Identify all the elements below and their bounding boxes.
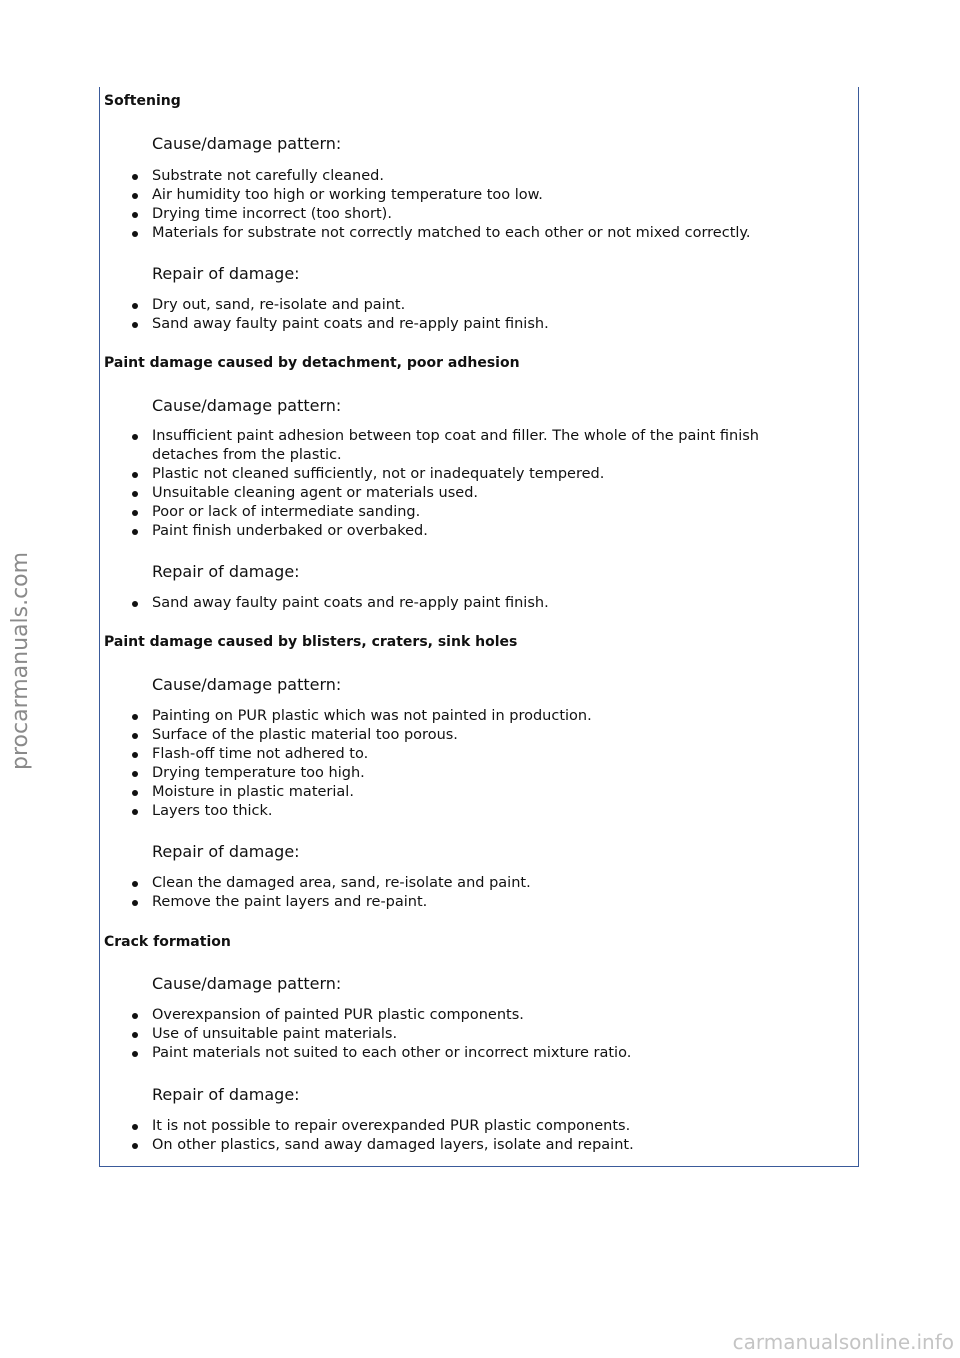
list-item: Materials for substrate not correctly matched to each other or not mixed correctly.: [104, 224, 812, 243]
bullet-icon: [132, 771, 138, 777]
bullet-icon: [132, 733, 138, 739]
document-content: [104, 92, 844, 1155]
cause-heading: Cause/damage pattern:: [152, 134, 342, 153]
list-item: Flash-off time not adhered to.: [104, 745, 812, 764]
bullet-icon: [132, 510, 138, 516]
list-item: Use of unsuitable paint materials.: [104, 1025, 812, 1044]
list-item: Unsuitable cleaning agent or materials used.: [104, 484, 812, 503]
bullet-icon: [132, 881, 138, 887]
cause-heading: Cause/damage pattern:: [152, 675, 342, 694]
cause-heading: Cause/damage pattern:: [152, 974, 342, 993]
bullet-icon: [132, 714, 138, 720]
cause-list: [104, 707, 844, 821]
list-item: Plastic not cleaned sufficiently, not or inadequately tempered.: [104, 465, 812, 484]
bullet-icon: [132, 900, 138, 906]
bullet-icon: [132, 1051, 138, 1057]
section-crack-formation: [104, 933, 844, 1155]
list-item: Paint finish underbaked or overbaked.: [104, 522, 812, 541]
section-title: Crack formation: [104, 934, 231, 950]
section-title: Softening: [104, 93, 181, 109]
bullet-icon: [132, 322, 138, 328]
bullet-icon: [132, 174, 138, 180]
bullet-icon: [132, 1013, 138, 1019]
list-item: Sand away faulty paint coats and re-apply paint finish.: [104, 315, 812, 334]
repair-list: [104, 874, 844, 912]
section-detachment: [104, 354, 844, 613]
bullet-icon: [132, 1143, 138, 1149]
bullet-icon: [132, 212, 138, 218]
list-item: It is not possible to repair overexpanded PUR plastic components.: [104, 1117, 812, 1136]
list-item: Air humidity too high or working temperature too low.: [104, 186, 812, 205]
repair-list: [104, 1117, 844, 1155]
section-softening: [104, 92, 844, 334]
bullet-icon: [132, 601, 138, 607]
bullet-icon: [132, 529, 138, 535]
bullet-icon: [132, 193, 138, 199]
list-item: Remove the paint layers and re-paint.: [104, 893, 812, 912]
list-item: Layers too thick.: [104, 802, 812, 821]
list-item: Insufficient paint adhesion between top coat and filler. The whole of the paint finish detaches from the plastic.: [104, 427, 812, 465]
bullet-icon: [132, 752, 138, 758]
bullet-icon: [132, 303, 138, 309]
section-blisters: [104, 633, 844, 912]
bullet-icon: [132, 472, 138, 478]
cause-heading: Cause/damage pattern:: [152, 396, 342, 415]
cause-list: [104, 427, 844, 541]
list-item: Moisture in plastic material.: [104, 783, 812, 802]
list-item: Dry out, sand, re-isolate and paint.: [104, 296, 812, 315]
footer-watermark: carmanualsonline.info: [732, 1330, 954, 1354]
repair-list: [104, 296, 844, 334]
list-item: Substrate not carefully cleaned.: [104, 167, 812, 186]
repair-list: [104, 594, 844, 613]
bullet-icon: [132, 790, 138, 796]
repair-heading: Repair of damage:: [152, 1085, 300, 1104]
list-item: Drying temperature too high.: [104, 764, 812, 783]
list-item: Paint materials not suited to each other or incorrect mixture ratio.: [104, 1044, 812, 1063]
list-item: Sand away faulty paint coats and re-apply paint finish.: [104, 594, 812, 613]
bullet-icon: [132, 491, 138, 497]
side-watermark: procarmanuals.com: [8, 551, 33, 770]
list-item: Overexpansion of painted PUR plastic components.: [104, 1006, 812, 1025]
bullet-icon: [132, 434, 138, 440]
bullet-icon: [132, 231, 138, 237]
cause-list: [104, 167, 844, 243]
section-title: Paint damage caused by detachment, poor adhesion: [104, 355, 520, 371]
bullet-icon: [132, 1124, 138, 1130]
bullet-icon: [132, 1032, 138, 1038]
section-title: Paint damage caused by blisters, craters, sink holes: [104, 634, 518, 650]
repair-heading: Repair of damage:: [152, 842, 300, 861]
cause-list: [104, 1006, 844, 1063]
bullet-icon: [132, 809, 138, 815]
list-item: Painting on PUR plastic which was not painted in production.: [104, 707, 812, 726]
list-item: Poor or lack of intermediate sanding.: [104, 503, 812, 522]
repair-heading: Repair of damage:: [152, 562, 300, 581]
list-item: Surface of the plastic material too porous.: [104, 726, 812, 745]
list-item: Drying time incorrect (too short).: [104, 205, 812, 224]
list-item: Clean the damaged area, sand, re-isolate and paint.: [104, 874, 812, 893]
list-item: On other plastics, sand away damaged layers, isolate and repaint.: [104, 1136, 812, 1155]
repair-heading: Repair of damage:: [152, 264, 300, 283]
